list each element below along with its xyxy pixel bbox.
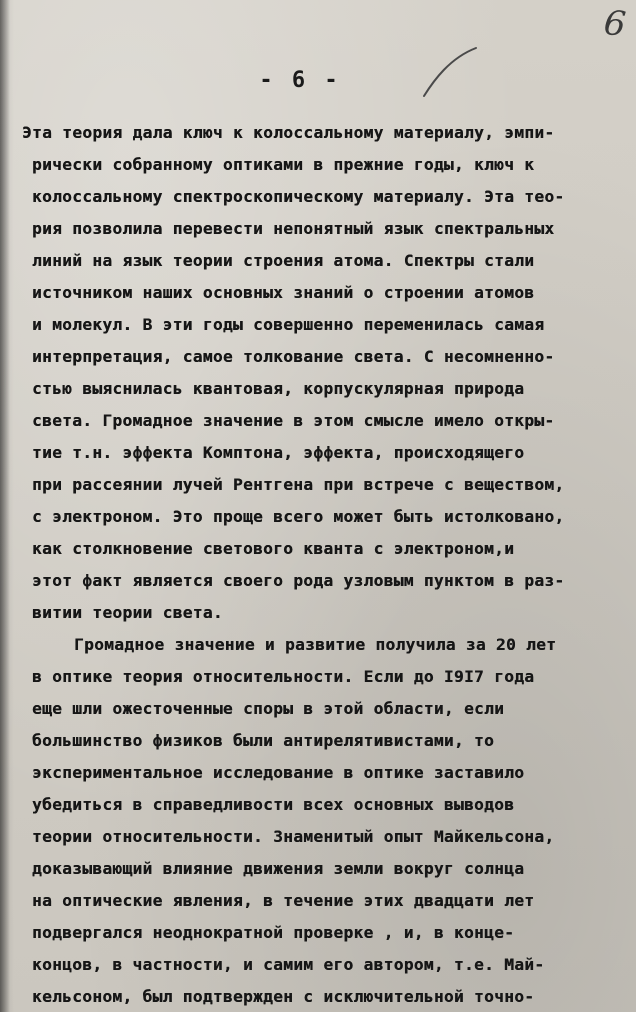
text-line: колоссальному спектроскопическому материалу. Эта тео- [32,187,565,206]
text-line: интерпретация, самое толкование света. С несомненно- [32,347,555,366]
text-line: с электроном. Это проще всего может быть истолковано, [32,507,565,526]
text-line: стью выяснилась квантовая, корпускулярная природа [32,379,525,398]
text-line: подвергался неоднократной проверке , и, в конце- [32,923,515,942]
text-line: большинство физиков были антирелятивистами, то [32,731,495,750]
text-line: источником наших основных знаний о строении атомов [32,283,535,302]
text-line: тие т.н. эффекта Комптона, эффекта, происходящего [32,443,525,462]
page-number: - 6 - [259,68,341,93]
scan-edge-shadow [0,0,10,1012]
text-line: при рассеянии лучей Рентгена при встрече с веществом, [32,475,565,494]
text-line: в оптике теория относительности. Если до I9I7 года [32,667,535,686]
text-line: рически собранному оптиками в прежние годы, ключ к [32,155,535,174]
text-line: как столкновение светового кванта с электроном,и [32,539,515,558]
text-line: Эта теория дала ключ к колоссальному материалу, эмпи- [22,123,555,142]
text-line: витии теории света. [32,603,223,622]
text-line: теории относительности. Знаменитый опыт Майкельсона, [32,827,555,846]
text-line: концов, в частности, и самим его автором, т.е. Май- [32,955,545,974]
text-line: и молекул. В эти годы совершенно переменилась самая [32,315,545,334]
text-line: доказывающий влияние движения земли вокруг солнца [32,859,525,878]
text-line: этот факт является своего рода узловым пунктом в раз- [32,571,565,590]
text-line: кельсоном, был подтвержден с исключительной точно- [32,987,535,1006]
handwritten-page-mark: 6 [602,2,629,46]
text-line: линий на язык теории строения атома. Спектры стали [32,251,535,270]
text-line: убедиться в справедливости всех основных выводов [32,795,515,814]
text-line: света. Громадное значение в этом смысле имело откры- [32,411,555,430]
text-line: еще шли ожесточенные споры в этой области, если [32,699,505,718]
text-line: экспериментальное исследование в оптике заставило [32,763,525,782]
text-line: на оптические явления, в течение этих двадцати лет [32,891,535,910]
paragraph-first-line: Громадное значение и развитие получила за 20 лет [74,635,557,654]
text-line: рия позволила перевести непонятный язык спектральных [32,219,555,238]
